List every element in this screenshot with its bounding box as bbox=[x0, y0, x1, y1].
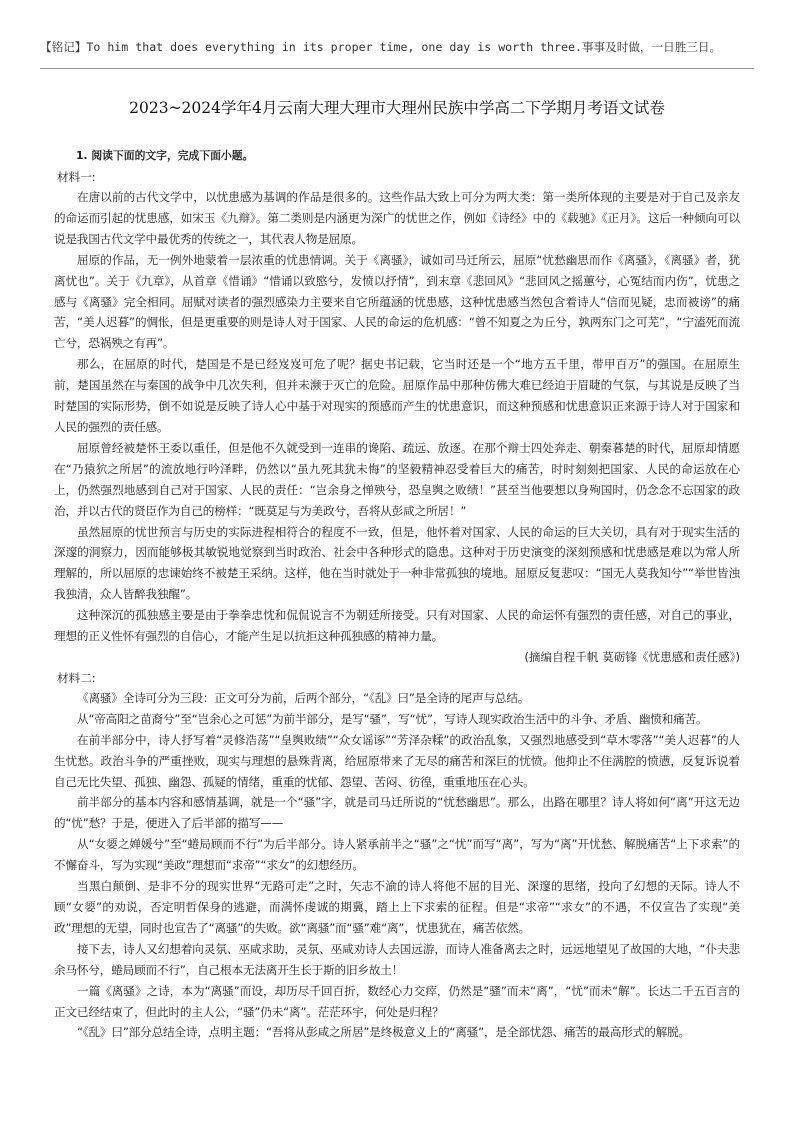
material1-paragraph: 在唐以前的古代文学中，以忧患感为基调的作品是很多的。这些作品大致上可分为两大类：第一类所体现的主要是对于自己及亲友的命运而引起的忧患感，如宋玉《九辩》。第二类则是内涵更为深广的忧世之作，例如《诗经》中的《载驰》《正月》。这后一种倾向可以说是我国古代文学中最优秀的传统之一，其代表人物是屈原。 bbox=[54, 190, 740, 246]
material2-paragraph: 从“女媭之婵媛兮”至“蜷局顾而不行”为后半部分。诗人紧承前半之“骚”之“忧”而写“离”，写为“离”开忧愁、解脱痛苦“上下求索”的不懈奋斗，写为实现“美政”理想而“求帝”“求女”的幻想经历。 bbox=[54, 837, 740, 873]
material2-paragraph: 一篇《离骚》之诗，本为“离骚”而设，却历尽千回百折，数经心力交瘁，仍然是“骚”而未“离”，“忧”而未“解”。长达二千五百言的正文已经结束了，但此时的主人公，“骚”仍未“离”。茫茫环宇，何处是归程？ bbox=[54, 983, 740, 1019]
material1-paragraph: 那么，在屈原的时代，楚国是不是已经岌岌可危了呢？据史书记载，它当时还是一个“地方五千里，带甲百万”的强国。在屈原生前，楚国虽然在与秦国的战争中几次失利，但并未濒于灭亡的危险。屈原作品中那种仿佛大难已经迫于眉睫的气氛，与其说是反映了当时楚国的实际形势，倒不如说是反映了诗人心中基于对现实的预感而产生的忧患意识，而这种预感和忧患意识正来源于诗人对于国家和人民的强烈的责任感。 bbox=[54, 357, 740, 434]
material1-paragraph: 屈原曾经被楚怀王委以重任，但是他不久就受到一连串的谗陷、疏远、放逐。在那个辩士四处奔走、朝秦暮楚的时代，屈原却情愿在“乃猿狖之所居”的流放地行吟泽畔，仍然以“虽九死其犹未悔”的坚毅精神忍受着巨大的痛苦，时时刻刻把国家、人民的命运放在心上，仍然强烈地感到自己对于国家、人民的责任：“岂余身之惮殃兮，恐皇舆之败绩！”甚至当他要想以身殉国时，仍念念不忘国家的政治，并以古代的贤臣作为自己的榜样：“既莫足与为美政兮，吾将从彭咸之所居！” bbox=[54, 440, 740, 518]
material2-label: 材料二: bbox=[57, 670, 96, 685]
material2-paragraph: 前半部分的基本内容和感情基调，就是一个“骚”字，就是司马迁所说的“忧愁幽思”。那么，出路在哪里？诗人将如何“离”开这无边的“忧”愁？于是，便进入了后半部的描写—— bbox=[54, 795, 740, 831]
material2-paragraph: 从“帝高阳之苗裔兮”至“岂余心之可惩”为前半部分，是写“骚”，写“忧”，写诗人现实政治生活中的斗争、矛盾、幽愤和痛苦。 bbox=[77, 711, 708, 726]
page-title: 2023~2024学年4月云南大理大理市大理州民族中学高二下学期月考语文试卷 bbox=[129, 99, 665, 117]
material2-paragraph: 当黑白颠倒、是非不分的现实世界“无路可走”之时，矢志不渝的诗人将他不屈的目光、深邃的思绪，投向了幻想的天际。诗人不顾“女媭”的劝说，否定明哲保身的逃避，而满怀虔诚的期冀，踏上上下求索的征程。但是“求帝”“求女”的不遇，不仅宣告了实现“美政”理想的无望，同时也宣告了“离骚”的失败。欲“离骚”而“骚”难“离”，忧患犹在，痛苦依然。 bbox=[54, 879, 740, 935]
material2-paragraph: 在前半部分中，诗人抒写着“灵修浩荡”“皇舆败绩”“众女谣诼”“芳泽杂糅”的政治乱象，又强烈地感受到“草木零落”“美人迟暮”的人生忧愁。政治斗争的严重挫败，现实与理想的悬殊背离，给屈原带来了无尽的痛苦和深巨的忧愤。他抑止不住满腔的愤懑，反复诉说着自己无比失望、孤独、幽怨、孤疑的情绪，重重的忧郁、怨望、苦闷、彷徨，重重地压在心头。 bbox=[54, 732, 740, 789]
material1-label: 材料一: bbox=[57, 170, 96, 184]
material1-paragraph: 这种深沉的孤独感主要是由于拳拳忠忱和侃侃说言不为朝廷所接受。只有对国家、人民的命运怀有强烈的责任感，对自己的事业，理想的正义性怀有强烈的自信心，才能产生足以抗拒这种孤独感的精神力量。 bbox=[54, 608, 740, 644]
material2-paragraph: 接下去，诗人又幻想着向灵氛、巫咸求助，灵氛、巫咸劝诗人去国远游，而诗人准备离去之时，远远地望见了故国的大地，“仆夫悲余马怀兮，蜷局顾而不行”，自己根本无法离开生长于斯的旧乡故土！ bbox=[54, 941, 740, 977]
question-instructions: 阅读下面的文字，完成下面小题。 bbox=[91, 149, 254, 162]
material1-paragraph: 虽然屈原的忧世预言与历史的实际进程相符合的程度不一致，但是，他怀着对国家、人民的命运的巨大关切，具有对于现实生活的深邃的洞察力，因而能够极其敏锐地觉察到当时政治、社会中各种形式的隐患。这种对于历史演变的深刻预感和忧患感是难以为常人所理解的，所以屈原的忠谏始终不被楚王采纳。这样，他在当时就处于一种非常孤独的境地。屈原反复悲叹：“国无人莫我知兮”“举世皆浊我独清，众人皆醉我独醒”。 bbox=[54, 524, 740, 602]
question-body bbox=[54, 146, 740, 1043]
material1-source: (摘编自程千帆 莫砺锋《忧患感和责任感》) bbox=[524, 649, 740, 664]
material1-paragraph: 屈原的作品，无一例外地蒙着一层浓重的忧患情调。关于《离骚》，诚如司马迁所云，屈原“忧愁幽思而作《离骚》，《离骚》者，犹离忧也”。关于《九章》，从首章《惜诵》“惜诵以致愍兮，发愤以抒情”，到末章《悲回风》“悲回风之摇蕙兮，心冤结而内伤”，忧患之感与《离骚》完全相同。屈赋对读者的强烈感染力主要来自它所蕴涵的忧患感，这种忧患感当然包含着诗人“信而见疑，忠而被谤”的痛苦，“美人迟暮”的惆怅，但是更重要的则是诗人对于国家、人民的命运的危机感：“曾不知夏之为丘兮，孰两东门之可芜”，“宁溘死而流亡兮，恐祸殃之有再”。 bbox=[54, 252, 740, 351]
motto-header: 【铭记】To him that does everything in its proper time, one day is worth three.事事及时做，一日胜三日。 bbox=[40, 38, 754, 69]
question-number: 1. bbox=[76, 149, 88, 162]
question-prompt bbox=[54, 146, 740, 166]
material2-paragraph: 《离骚》全诗可分为三段：正文可分为前，后两个部分，“《乱》曰”是全诗的尾声与总结。 bbox=[77, 690, 530, 705]
material2-paragraph: “《乱》曰”部分总结全诗，点明主题：“吾将从彭咸之所居”是终极意义上的“离骚”，是全部忧怨、痛苦的最高形式的解脱。 bbox=[77, 1025, 690, 1040]
